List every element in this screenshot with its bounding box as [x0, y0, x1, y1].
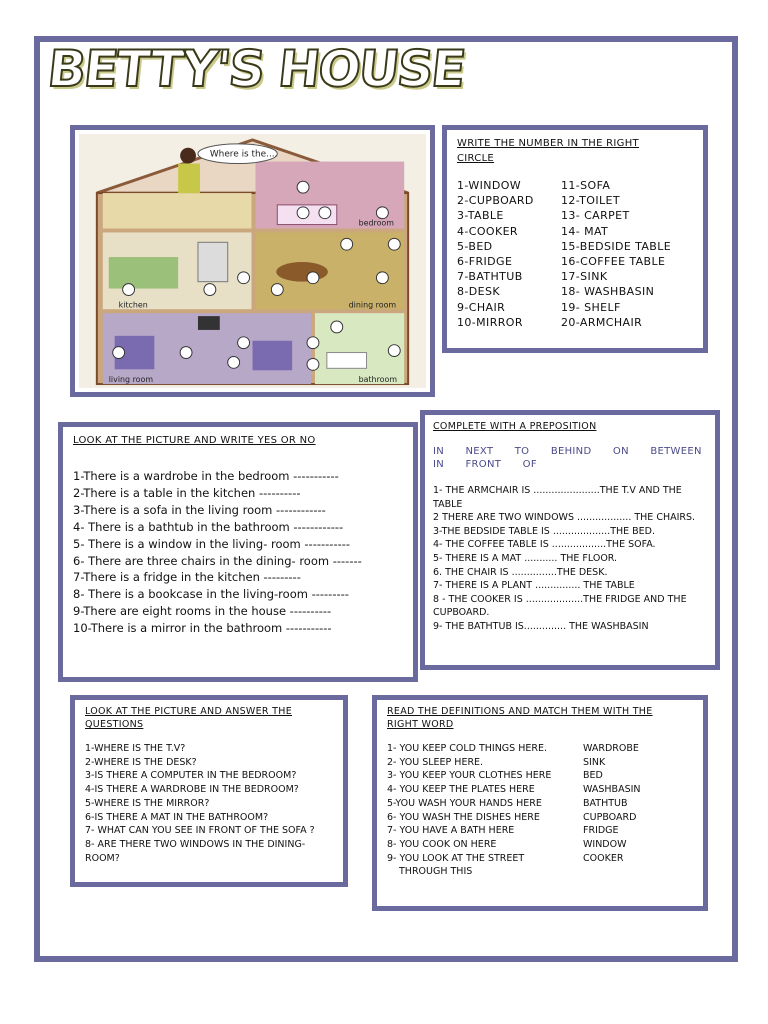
vocab-item: 20-ARMCHAIR: [561, 315, 643, 329]
answer-circle: [307, 337, 319, 349]
definition-row: [387, 742, 693, 756]
vocab-item: 16-COFFEE TABLE: [561, 255, 666, 269]
yes-no-item: 9-There are eight rooms in the house ----------: [73, 604, 332, 619]
definition-text: 7- YOU HAVE A BATH HERE: [387, 825, 515, 837]
answer-circle: [376, 207, 388, 219]
vocab-item: 8-DESK: [457, 285, 500, 299]
definitions-heading: READ THE DEFINITIONS AND MATCH THEM WITH THE: [387, 706, 653, 717]
preposition-item: 1- THE ARMCHAIR IS ......................THE T.V AND THE TABLE: [433, 485, 682, 510]
vocab-item: 11-SOFA: [561, 179, 611, 192]
answer-circle: [307, 358, 319, 370]
vocab-item: 17-SINK: [561, 270, 608, 284]
definition-text: 3- YOU KEEP YOUR CLOTHES HERE: [387, 770, 552, 782]
vocab-item: 13- CARPET: [561, 209, 630, 223]
vocab-item: 9-CHAIR: [457, 300, 506, 314]
preposition-item: 2 THERE ARE TWO WINDOWS .................. THE CHAIRS.: [433, 512, 696, 524]
label-kitchen: kitchen: [118, 300, 148, 310]
label-bathroom: bathroom: [358, 375, 398, 385]
answer-circle: [238, 272, 250, 284]
question-item: 7- WHAT CAN YOU SEE IN FRONT OF THE SOFA ?: [85, 825, 315, 837]
definition-row: [387, 838, 693, 852]
answer-circle: [307, 272, 319, 284]
speech-bubble: Where is the....: [209, 149, 278, 160]
vocab-item: 14- MAT: [561, 224, 609, 238]
definition-row: [387, 811, 693, 825]
answer-circle: [238, 337, 250, 349]
answer-circle: [123, 284, 135, 296]
match-word: WASHBASIN: [583, 784, 641, 796]
yes-no-heading: LOOK AT THE PICTURE AND WRITE YES OR NO: [73, 435, 316, 446]
numbers-heading: WRITE THE NUMBER IN THE RIGHT: [457, 138, 639, 149]
question-item: 5-WHERE IS THE MIRROR?: [85, 797, 210, 809]
answer-circle: [331, 321, 343, 333]
preposition-item: 5- THERE IS A MAT ........... THE FLOOR.: [433, 552, 618, 564]
preposition-item: 8 - THE COOKER IS ...................THE FRIDGE AND THE CUPBOARD.: [433, 593, 687, 619]
yes-no-section: [58, 422, 418, 682]
preposition-item: 7- THERE IS A PLANT ............... THE TABLE: [433, 580, 635, 592]
vocab-item: 10-MIRROR: [457, 315, 523, 329]
yes-no-item: 7-There is a fridge in the kitchen ---------: [73, 570, 301, 585]
definition-text: 2- YOU SLEEP HERE.: [387, 756, 484, 768]
question-item: 8- ARE THERE TWO WINDOWS IN THE DINING-ROOM?: [85, 838, 306, 864]
vocab-item: 5-BED: [457, 239, 493, 253]
preposition-item: 3-THE BEDSIDE TABLE IS ...................THE BED.: [433, 525, 656, 537]
yes-no-item: 10-There is a mirror in the bathroom -----------: [73, 621, 332, 636]
definition-row: [387, 769, 693, 783]
vocab-item: 15-BEDSIDE TABLE: [561, 239, 672, 253]
definition-row: [387, 756, 693, 770]
match-word: WARDROBE: [583, 743, 639, 754]
questions-section: [70, 695, 348, 887]
question-item: 1-WHERE IS THE T.V?: [85, 743, 186, 754]
vocab-item: 6-FRIDGE: [457, 255, 513, 269]
definitions-heading-2: RIGHT WORD: [387, 719, 454, 730]
yes-no-item: 6- There are three chairs in the dining- room -------: [73, 553, 362, 568]
preposition-section: [420, 410, 720, 670]
question-item: 6-IS THERE A MAT IN THE BATHROOM?: [85, 811, 269, 823]
vocab-col-1: [457, 178, 561, 330]
yes-no-item: 8- There is a bookcase in the living-room ---------: [73, 587, 349, 602]
numbers-heading-2: CIRCLE: [457, 153, 495, 164]
vocab-item: 1-WINDOW: [457, 179, 522, 192]
vocab-item: 12-TOILET: [561, 194, 620, 208]
yes-no-item: 2-There is a table in the kitchen ----------: [73, 485, 301, 500]
answer-circle: [297, 181, 309, 193]
preposition-list: [433, 484, 707, 634]
label-living-room: living room: [108, 375, 154, 385]
vocab-item: 19- SHELF: [561, 300, 621, 314]
definition-row: [387, 797, 693, 811]
questions-heading: LOOK AT THE PICTURE AND ANSWER THE: [85, 706, 292, 717]
preposition-word-bank-2: IN FRONT OF: [433, 459, 537, 470]
match-word: BATHTUB: [583, 797, 628, 809]
definition-row: [387, 824, 693, 838]
house-picture: [70, 125, 435, 397]
definition-text: 8- YOU COOK ON HERE: [387, 838, 497, 850]
vocab-item: 18- WASHBASIN: [561, 285, 655, 299]
vocabulary-list: [457, 178, 693, 330]
numbers-section: [442, 125, 708, 353]
definition-continuation: THROUGH THIS: [399, 866, 473, 878]
preposition-word-bank: IN NEXT TO BEHIND ON BETWEEN: [433, 446, 702, 457]
definitions-list: [387, 742, 693, 879]
definition-text: 9- YOU LOOK AT THE STREET: [387, 852, 525, 864]
vocab-item: 4-COOKER: [457, 224, 518, 238]
definition-text: 6- YOU WASH THE DISHES HERE: [387, 811, 540, 823]
house-illustration: [79, 134, 426, 388]
match-word: COOKER: [583, 852, 624, 864]
question-item: 2-WHERE IS THE DESK?: [85, 756, 197, 768]
answer-circle: [180, 347, 192, 359]
definition-text: 4- YOU KEEP THE PLATES HERE: [387, 784, 535, 796]
question-item: 3-IS THERE A COMPUTER IN THE BEDROOM?: [85, 770, 297, 782]
vocab-col-2: [561, 178, 693, 330]
definition-text: 1- YOU KEEP COLD THINGS HERE.: [387, 743, 547, 754]
yes-no-item: 1-There is a wardrobe in the bedroom -----------: [73, 469, 339, 483]
vocab-item: 7-BATHTUB: [457, 270, 523, 284]
yes-no-list: [73, 468, 403, 637]
preposition-item: 4- THE COFFEE TABLE IS ..................THE SOFA.: [433, 539, 656, 551]
preposition-heading: COMPLETE WITH A PREPOSITION: [433, 421, 597, 432]
yes-no-item: 5- There is a window in the living- room -----------: [73, 536, 351, 551]
answer-circle: [388, 238, 400, 250]
question-item: 4-IS THERE A WARDROBE IN THE BEDROOM?: [85, 784, 299, 796]
yes-no-item: 4- There is a bathtub in the bathroom ------------: [73, 519, 344, 534]
label-dining-room: dining room: [348, 300, 397, 310]
answer-circle: [228, 356, 240, 368]
definition-row: [387, 852, 693, 866]
questions-heading-2: QUESTIONS: [85, 719, 144, 730]
match-word: WINDOW: [583, 838, 627, 850]
definition-row: [387, 783, 693, 797]
answer-circle: [341, 238, 353, 250]
yes-no-item: 3-There is a sofa in the living room ------------: [73, 502, 326, 517]
vocab-item: 2-CUPBOARD: [457, 194, 534, 208]
vocab-item: 3-TABLE: [457, 209, 504, 223]
answer-circle: [319, 207, 331, 219]
preposition-item: 9- THE BATHTUB IS.............. THE WASHBASIN: [433, 620, 649, 632]
answer-circle: [388, 345, 400, 357]
match-word: SINK: [583, 756, 606, 768]
answer-circle: [271, 284, 283, 296]
answer-circle: [204, 284, 216, 296]
match-word: BED: [583, 770, 603, 782]
match-word: CUPBOARD: [583, 811, 637, 823]
answer-circle: [113, 347, 125, 359]
page-title: BETTY'S HOUSE: [44, 40, 467, 98]
match-word: FRIDGE: [583, 825, 619, 837]
answer-circle: [297, 207, 309, 219]
definition-text: 5-YOU WASH YOUR HANDS HERE: [387, 797, 542, 809]
label-bedroom: bedroom: [358, 218, 395, 228]
questions-list: [85, 742, 333, 865]
preposition-item: 6. THE CHAIR IS ...............THE DESK.: [433, 566, 608, 578]
definitions-section: [372, 695, 708, 911]
answer-circle: [376, 272, 388, 284]
